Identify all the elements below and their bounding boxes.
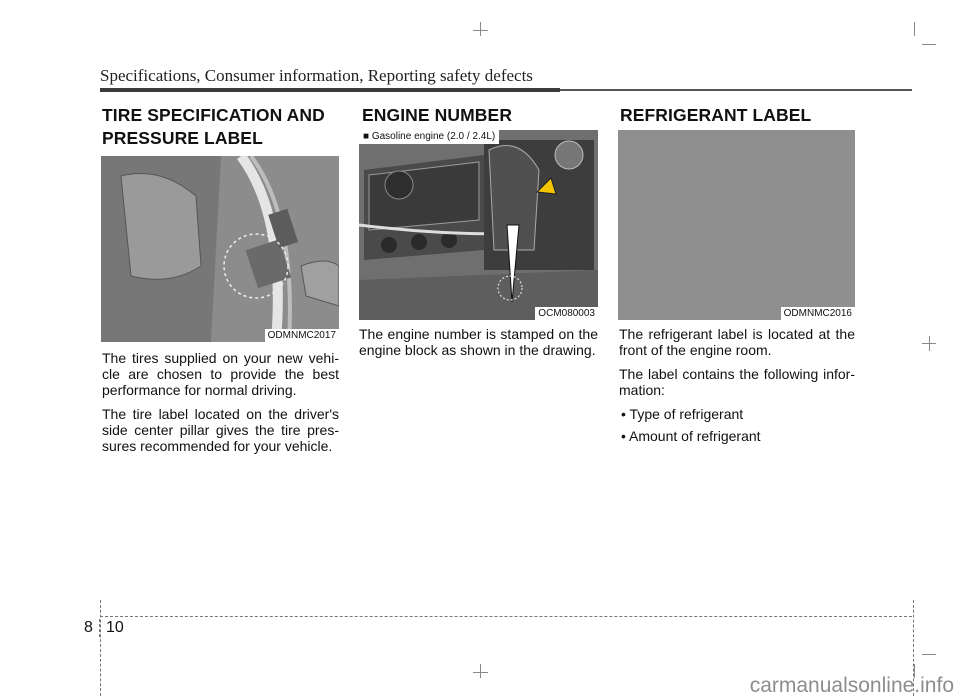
refrigerant-body <box>619 326 855 450</box>
tire-paragraph-1: The tires supplied on your new vehi-cle are chosen to provide the best performance for normal driving. <box>102 350 339 398</box>
door-pillar-illustration <box>101 156 339 342</box>
engine-section-title: ENGINE NUMBER <box>362 105 513 125</box>
tire-paragraph-2: The tire label located on the driver's side center pillar gives the tire pres-sures recommended for your vehicle. <box>102 406 339 454</box>
page-header-title: Specifications, Consumer information, Reporting safety defects <box>100 66 533 85</box>
site-watermark: carmanualsonline.info <box>749 674 954 697</box>
page-number-divider <box>99 619 100 637</box>
tire-image-code: ODMNMC2017 <box>265 329 339 342</box>
crop-mark-top <box>480 22 481 36</box>
refrigerant-section-title: REFRIGERANT LABEL <box>620 105 812 125</box>
refrigerant-paragraph-2: The label contains the following infor-mation: <box>619 366 855 398</box>
engine-body <box>359 326 598 366</box>
tire-label-image <box>101 156 339 342</box>
list-item: • Type of refrigerant <box>621 406 744 422</box>
footer-rule <box>100 616 912 617</box>
list-item: • Amount of refrigerant <box>621 428 761 444</box>
engine-bay-illustration <box>359 130 598 320</box>
engine-image-code: OCM080003 <box>535 307 598 320</box>
tire-title-line2: PRESSURE LABEL <box>102 128 263 148</box>
crop-mark-top-h <box>473 30 488 31</box>
header-rule-light <box>560 89 912 91</box>
tire-body <box>102 350 339 462</box>
crop-mark-bottom <box>480 664 481 678</box>
header-rule-dark <box>100 88 560 92</box>
chapter-number: 8 <box>84 619 93 636</box>
refrigerant-paragraph-1: The refrigerant label is located at the front of the engine room. <box>619 326 855 358</box>
refrigerant-label-image <box>618 130 855 320</box>
engine-number-image <box>359 130 598 320</box>
tire-title-line1: TIRE SPECIFICATION AND <box>102 105 325 125</box>
crop-mark-right-v <box>929 336 930 351</box>
refrigerant-image-code: ODMNMC2016 <box>781 307 855 320</box>
footer-vertical-rule-left <box>100 600 101 696</box>
crop-mark-bottom-h <box>473 672 488 673</box>
crop-mark-top-right-h <box>922 44 936 45</box>
crop-mark-top-right <box>914 22 915 36</box>
tire-section-title <box>102 104 325 150</box>
crop-mark-bottom-right-h <box>922 654 936 655</box>
engine-paragraph-1: The engine number is stamped on the engine block as shown in the drawing. <box>359 326 598 358</box>
engine-image-caption: ■ Gasoline engine (2.0 / 2.4L) <box>359 130 499 144</box>
page-number: 10 <box>106 619 124 636</box>
refrigerant-bullet-list <box>619 406 855 444</box>
